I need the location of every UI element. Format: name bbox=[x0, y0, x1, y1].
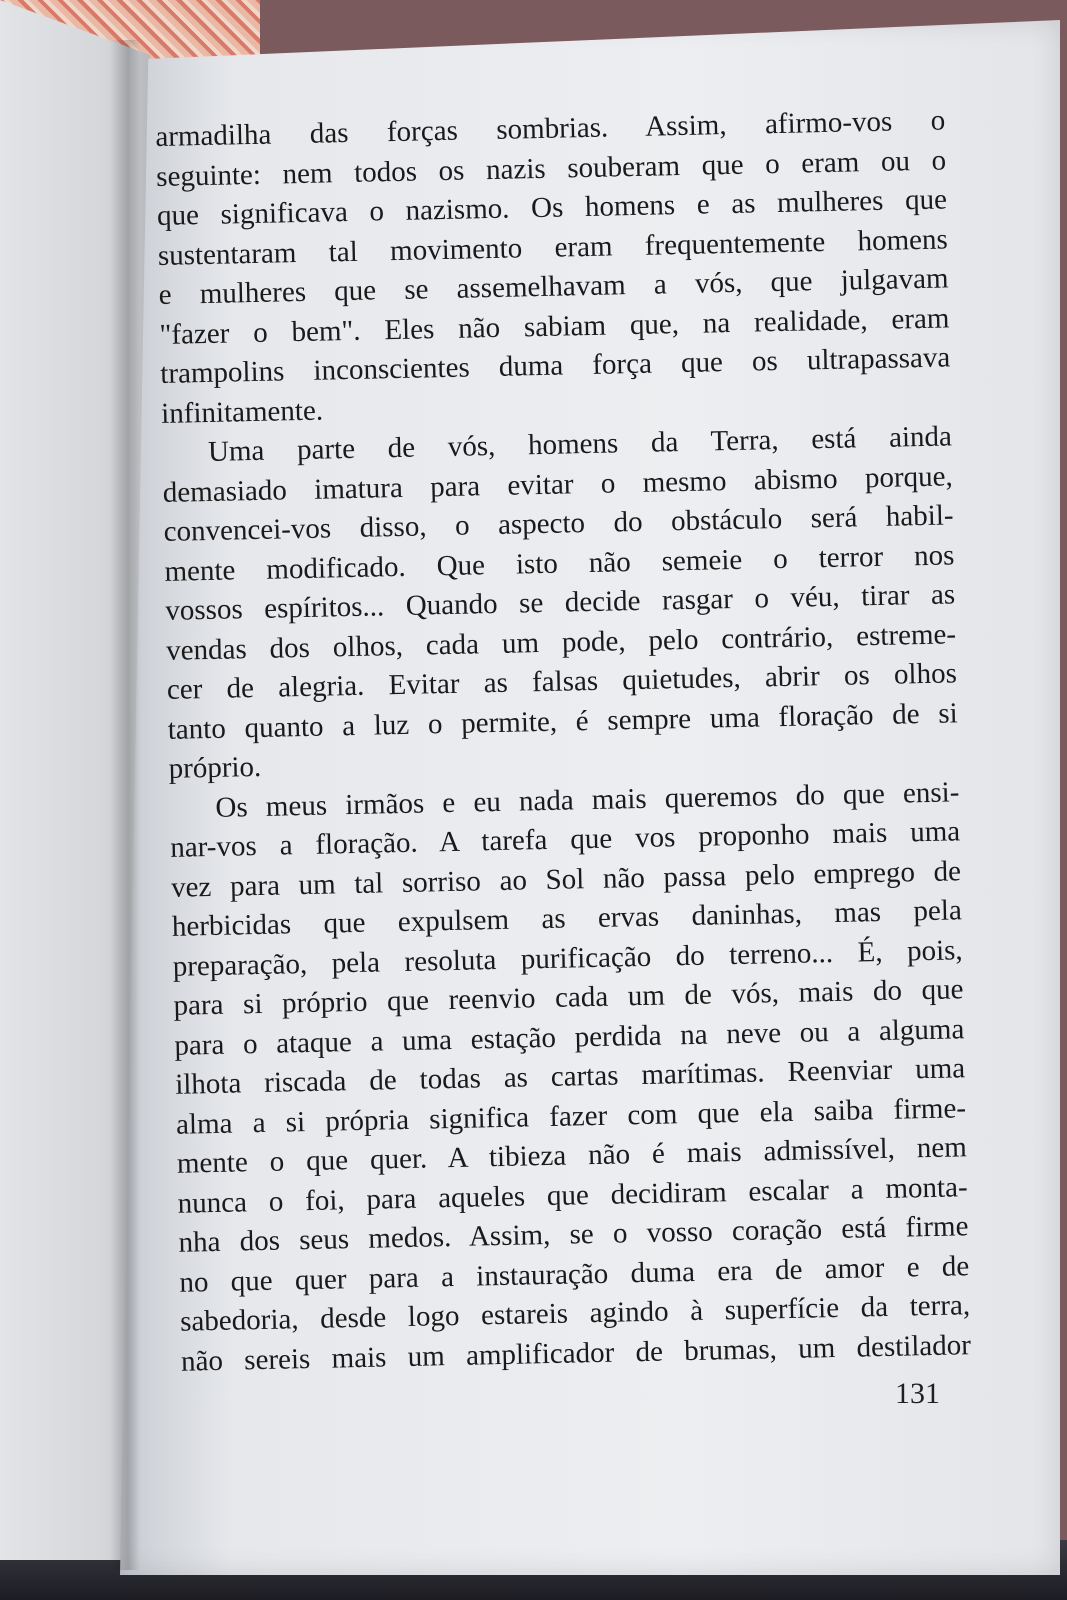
text-line: herbicidas que expulsem as ervas daninhas, mas pela bbox=[171, 894, 963, 943]
text-line: e mulheres que se assemelhavam a vós, que julgavam bbox=[158, 262, 949, 311]
text-line: ilhota riscada de todas as cartas marítimas. Reenviar uma bbox=[174, 1052, 966, 1101]
text-line: que significava o nazismo. Os homens e as mulheres que bbox=[156, 183, 948, 232]
text-line: demasiado imatura para evitar o mesmo abismo porque, bbox=[162, 459, 954, 509]
text-line: tanto quanto a luz o permite, é sempre uma floração de si bbox=[167, 696, 958, 746]
text-line: alma a si própria significa fazer com que ela saiba firme- bbox=[175, 1091, 967, 1141]
text-line: convencei-vos disso, o aspecto do obstáculo será habil- bbox=[163, 499, 954, 548]
text-line: vez para um tal sorriso ao Sol não passa pelo emprego de bbox=[170, 854, 962, 904]
text-line: mente modificado. Que isto não semeie o terror nos bbox=[164, 538, 955, 588]
text-line: para o ataque a uma estação perdida na neve ou a alguma bbox=[174, 1012, 965, 1062]
text-line: nunca o foi, para aqueles que decidiram escalar a monta- bbox=[177, 1170, 968, 1220]
text-line: cer de alegria. Evitar as falsas quietudes, abrir os olhos bbox=[166, 657, 958, 706]
text-line: para si próprio que reenvio cada um de vós, mais do que bbox=[173, 973, 964, 1022]
text-line: não sereis mais um amplificador de brumas, um destilador bbox=[180, 1328, 972, 1378]
text-line: Os meus irmãos e eu nada mais queremos do que ensi- bbox=[215, 775, 960, 824]
page-number: 131 bbox=[895, 1377, 940, 1410]
text-line: no que quer para a instauração duma era de amor e de bbox=[179, 1249, 970, 1299]
text-line: vendas dos olhos, cada um pode, pelo contrário, estreme- bbox=[165, 617, 957, 667]
text-line: próprio. bbox=[168, 750, 262, 785]
text-line: sustentaram tal movimento eram frequentemente homens bbox=[157, 222, 949, 272]
text-line: armadilha das forças sombrias. Assim, afirmo-vos o bbox=[155, 104, 946, 153]
text-line: Uma parte de vós, homens da Terra, está ainda bbox=[207, 420, 953, 468]
text-line: mente o que quer. A tibieza não é mais admissível, nem bbox=[176, 1131, 968, 1180]
book-gutter bbox=[110, 40, 140, 1570]
text-line: "fazer o bem". Eles não sabiam que, na realidade, eram bbox=[159, 301, 950, 351]
text-line: sabedoria, desde logo estareis agindo à superfície da terra, bbox=[179, 1289, 971, 1338]
text-line: seguinte: nem todos os nazis souberam que o eram ou o bbox=[155, 143, 947, 193]
text-line: preparação, pela resoluta purificação do terreno... É, pois, bbox=[172, 933, 963, 983]
page-text bbox=[155, 101, 971, 1377]
text-line: nar-vos a floração. A tarefa que vos proponho mais uma bbox=[169, 815, 961, 864]
text-line: nha dos seus medos. Assim, se o vosso coração está firme bbox=[178, 1210, 969, 1259]
text-line: trampolins inconscientes duma força que os ultrapassava bbox=[160, 341, 951, 390]
text-line: infinitamente. bbox=[160, 394, 324, 430]
text-line: vossos espíritos... Quando se decide rasgar o véu, tirar as bbox=[164, 578, 956, 627]
